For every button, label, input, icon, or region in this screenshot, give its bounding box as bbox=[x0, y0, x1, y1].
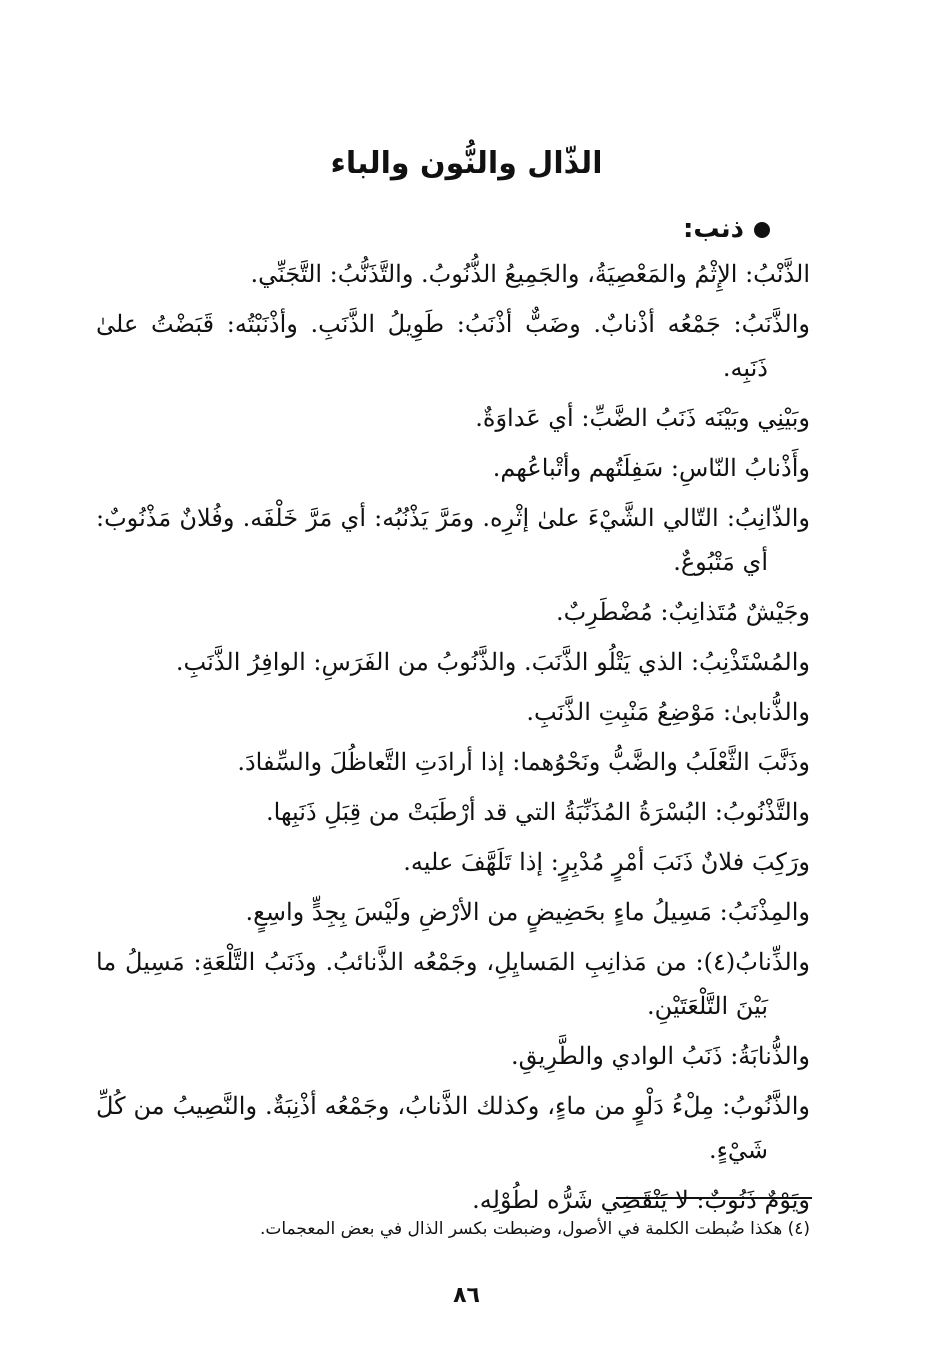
paragraph: والذّانِبُ: التّالي الشَّيْءَ علىٰ إثْرِه. ومَرَّ يَذْنُبُه: أي مَرَّ خَلْفَه. وفُلانٌ مَذْنُوبٌ: أي مَتْبُوعٌ. bbox=[96, 504, 810, 576]
paragraph: وأَذْنابُ النّاسِ: سَفِلَتُهم وأتْباعُهم. bbox=[492, 454, 810, 482]
paragraph: والذُّنابىٰ: مَوْضِعُ مَنْبِتِ الذَّنَبِ. bbox=[526, 698, 810, 726]
footnote: (٤) هكذا ضُبطت الكلمة في الأصول، وضبطت بكسر الذال في بعض المعجمات. bbox=[259, 1219, 810, 1239]
section-title: الذّال والنُّون والباء bbox=[330, 146, 603, 181]
dictionary-body bbox=[96, 206, 810, 1228]
entry-label: ذنب: bbox=[682, 214, 744, 244]
paragraph: والمِذْنَبُ: مَسِيلُ ماءٍ بحَضِيضٍ من الأرْضِ ولَيْسَ بِجِدٍّ واسِعٍ. bbox=[245, 898, 810, 926]
paragraph: والذَّنُوبُ: مِلْءُ دَلْوٍ من ماءٍ، وكذلك الذَّنابُ، وجَمْعُه أذْنِبَةٌ. والنَّصِيبُ من كُلِّ شَيْءٍ. bbox=[96, 1092, 811, 1164]
footnote-divider bbox=[616, 1197, 812, 1199]
paragraph: والمُسْتَذْنِبُ: الذي يَتْلُو الذَّنَبَ. والذَّنُوبُ من الفَرَسِ: الوافِرُ الذَّنَبِ. bbox=[175, 648, 810, 676]
page-number: ٨٦ bbox=[453, 1283, 480, 1308]
paragraph: والذَّنَبُ: جَمْعُه أذْنابٌ. وضَبٌّ أذْنَبُ: طَوِيلُ الذَّنَبِ. وأذْنَبْتُه: قَبَضْتُ علىٰ ذَنَبِه. bbox=[96, 310, 810, 382]
entry-heading bbox=[96, 206, 810, 252]
bullet-icon bbox=[754, 222, 770, 238]
paragraph: والذُّنابَةُ: ذَنَبُ الوادي والطَّرِيقِ. bbox=[511, 1042, 810, 1070]
paragraph: ويَوْمٌ ذَنُوبٌ: لا يَنْقَضِي شَرُّه لطُوْلِه. bbox=[472, 1186, 810, 1214]
paragraph: وذَنَّبَ الثَّعْلَبُ والضَّبُّ ونَحْوُهما: إذا أرادَتِ التَّعاظُلَ والسِّفادَ. bbox=[237, 748, 810, 776]
paragraph: والذِّنابُ(٤): من مَذانِبِ المَسايِلِ، وجَمْعُه الذَّنائبُ. وذَنَبُ التَّلْعَةِ: مَسِيلُ ما بَيْنَ التَّلْعَتَيْنِ. bbox=[96, 948, 810, 1020]
paragraph: وبَيْنِي وبَيْنَه ذَنَبُ الضَّبِّ: أي عَداوَةٌ. bbox=[475, 404, 810, 432]
paragraph: الذَّنْبُ: الإِثْمُ والمَعْصِيَةُ، والجَمِيعُ الذُّنُوبُ. والتَّذَنُّبُ: التَّجَنِّي. bbox=[250, 260, 810, 288]
paragraph: ورَكِبَ فلانٌ ذَنَبَ أمْرٍ مُدْبِرٍ: إذا تَلَهَّفَ عليه. bbox=[403, 848, 810, 876]
paragraph: والتَّذْنُوبُ: البُسْرَةُ المُذَنِّبَةُ التي قد أرْطَبَتْ من قِبَلِ ذَنَبِها. bbox=[266, 798, 810, 826]
paragraph: وجَيْشٌ مُتَذانِبٌ: مُضْطَرِبٌ. bbox=[555, 598, 810, 626]
